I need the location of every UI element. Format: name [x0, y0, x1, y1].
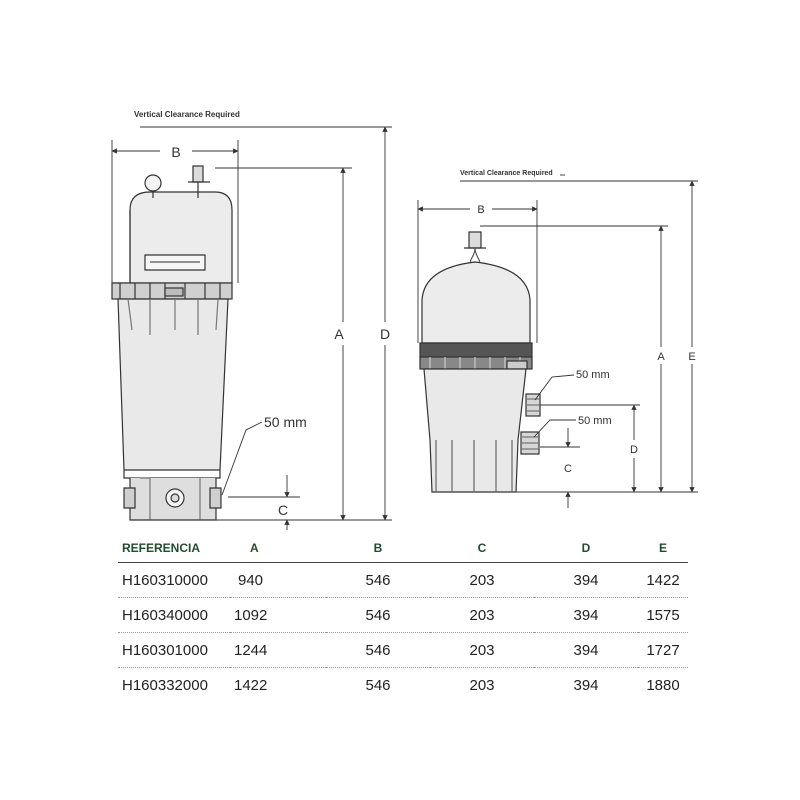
cell-c: 203	[430, 598, 534, 633]
right-filter-drawing	[420, 232, 540, 492]
left-filter-drawing	[112, 166, 232, 520]
cell-e: 1727	[638, 633, 688, 668]
pressure-gauge-icon	[145, 175, 161, 191]
col-header-c: C	[430, 534, 534, 563]
cell-c: 203	[469, 676, 495, 694]
right-clearance-label: Vertical Clearance Required	[460, 170, 553, 177]
table-row	[118, 633, 688, 668]
right-upper-port-label: 50 mm	[576, 369, 610, 381]
cell-e: 1880	[646, 676, 680, 694]
right-dim-c-label: C	[564, 463, 572, 475]
right-dim-e-label: E	[688, 351, 696, 363]
cell-a: 1244	[230, 633, 326, 668]
left-dim-d-label: D	[379, 326, 391, 342]
cell-d: 394	[573, 676, 599, 694]
col-header-e: E	[638, 534, 688, 563]
col-header-referencia: REFERENCIA	[118, 534, 230, 563]
cell-a: 1422	[234, 676, 268, 694]
cell-c: 203	[430, 563, 534, 598]
right-lower-port-label: 50 mm	[578, 415, 612, 427]
cell-referencia: H160310000	[118, 563, 230, 598]
cell-c: 203	[430, 633, 534, 668]
cell-referencia: H160301000	[118, 633, 230, 668]
left-dim-b-label: B	[171, 144, 181, 160]
right-dim-b-label: B	[477, 204, 485, 216]
table-header-row	[118, 534, 688, 563]
dimensions-table	[118, 534, 688, 702]
cell-b: 546	[326, 633, 430, 668]
table-row	[118, 668, 688, 703]
cell-a: 940	[230, 563, 326, 598]
cell-b: 546	[326, 598, 430, 633]
table-row	[118, 598, 688, 633]
cell-b: 546	[326, 563, 430, 598]
left-port-size-label: 50 mm	[264, 414, 307, 430]
cell-d: 394	[534, 563, 638, 598]
right-dim-a-label: A	[657, 351, 665, 363]
cell-a: 1092	[230, 598, 326, 633]
table-row	[118, 563, 688, 598]
col-header-d: D	[534, 534, 638, 563]
cell-e: 1422	[638, 563, 688, 598]
left-dim-c-label: C	[277, 502, 289, 518]
cell-b: 546	[365, 676, 391, 694]
col-header-b: B	[326, 534, 430, 563]
right-dim-d-label: D	[630, 444, 638, 456]
cell-referencia: H160340000	[118, 598, 230, 633]
cell-e: 1575	[638, 598, 688, 633]
left-dim-a-label: A	[334, 326, 344, 342]
left-clearance-label: Vertical Clearance Required	[134, 110, 240, 119]
cell-d: 394	[534, 633, 638, 668]
cell-d: 394	[534, 598, 638, 633]
col-header-a: A	[230, 534, 326, 563]
cell-referencia: H160332000	[122, 676, 208, 694]
